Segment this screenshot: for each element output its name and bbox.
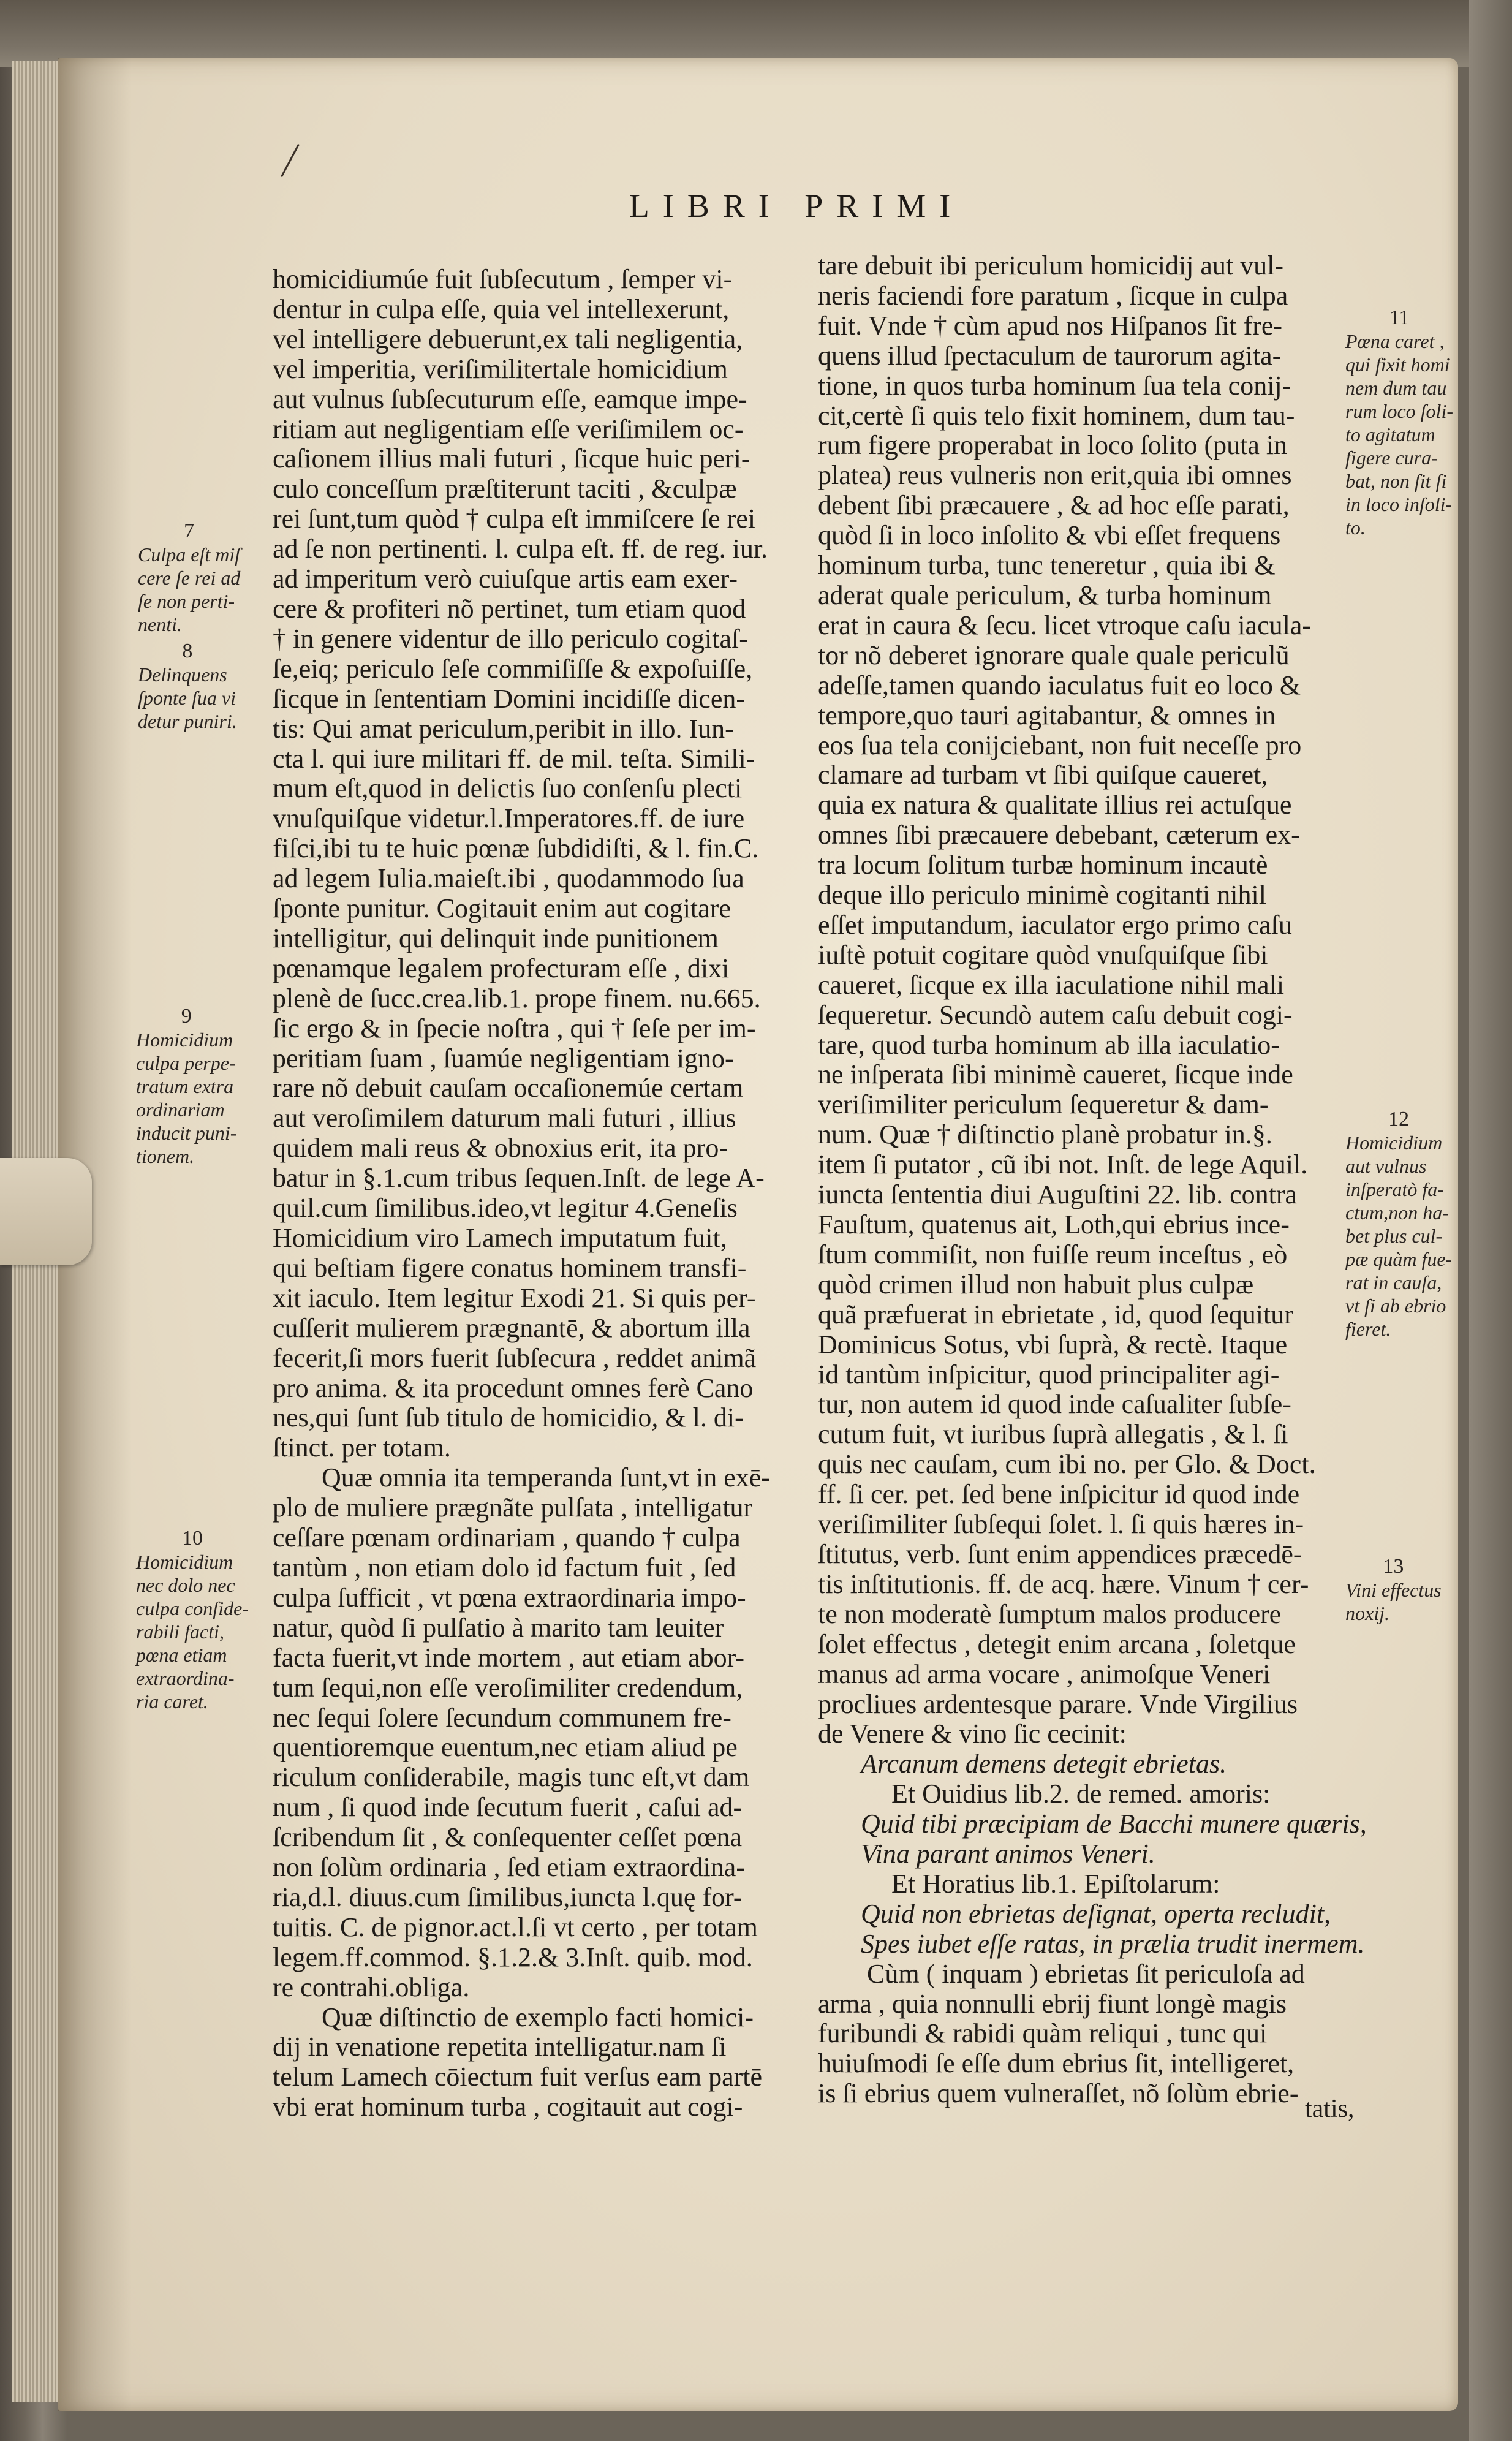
text-line: tis inſtitutionis. ff. de acq. hære. Vinum † cer- [818, 1569, 1309, 1599]
text-line: ſtitutus, verb. ſunt enim appendices præcedē- [818, 1538, 1302, 1569]
text-line: ad legem Iulia.maieſt.ibi , quodammodo ſua [273, 863, 744, 894]
text-line: iuncta ſententia diui Auguſtini 22. lib. contra [818, 1179, 1298, 1210]
text-line: dentur in culpa eſſe, quia vel intellexerunt, [273, 293, 730, 324]
text-line: re contrahi.obliga. [273, 1972, 470, 2002]
text-line: plo de muliere prægnãte pulſata , intelligatur [273, 1493, 753, 1523]
text-line: platea) reus vulneris non erit,quia ibi omnes [818, 460, 1292, 491]
text-line: id tantùm inſpicitur, quod principaliter agi- [818, 1359, 1280, 1390]
text-line: culpa ſufficit , vt pœna extraordinaria impo- [273, 1582, 746, 1613]
text-line: aderat quale periculum, & turba hominum [818, 580, 1272, 610]
page-clip-tab [0, 1158, 92, 1265]
book-board-top [0, 0, 1512, 67]
text-line: cit,certè ſi quis telo fixit hominem, dum tau- [818, 400, 1295, 431]
text-line: † in genere videntur de illo periculo cogitaſ- [273, 623, 748, 654]
note-line: extraordina- [136, 1667, 235, 1689]
margin-note-12 [1345, 1108, 1452, 1341]
note-line: Vini effectus [1345, 1579, 1442, 1601]
running-head: LIBRI PRIMI [629, 187, 964, 224]
text-line: clamare ad turbam vt ſibi quiſque caueret, [818, 760, 1268, 790]
text-line: aut vulnus ſubſecuturum eſſe, eamque impe- [273, 384, 747, 414]
note-line: Homicidium [136, 1029, 233, 1051]
text-line: tare debuit ibi periculum homicidij aut vul- [818, 251, 1284, 281]
note-line: Pœna caret , [1345, 330, 1445, 352]
text-line: ſe,eiq; periculo ſeſe commiſiſſe & expoſuiſſe, [273, 653, 753, 684]
text-line: furibundi & rabidi quàm reliqui , tunc qui [818, 2018, 1268, 2049]
text-line: quòd ſi in loco inſolito & vbi eſſet frequens [818, 520, 1281, 551]
text-line: Fauſtum, quatenus ait, Loth,qui ebrius ince- [818, 1209, 1290, 1239]
text-line: peritiam ſuam , ſuamúe negligentiam igno- [273, 1043, 734, 1073]
note-line: tratum extra [136, 1075, 234, 1097]
text-line: Cùm ( inquam ) ebrietas ſit periculoſa ad [867, 1958, 1305, 1989]
left-paragraph-3 [273, 2003, 793, 2123]
margin-note-9 [136, 1005, 236, 1168]
text-line: nec ſequi ſolere ſecundum communem fre- [273, 1702, 731, 1733]
text-line: Homicidium viro Lamech imputatum fuit, [273, 1223, 727, 1253]
text-line: caueret, ſicque ex illa iaculatione nihil mali [818, 969, 1285, 1000]
note-line: Homicidium [136, 1551, 233, 1573]
text-line: rei ſunt,tum quòd † culpa eſt immiſcere ſe rei [273, 504, 756, 534]
note-line: culpa conſide- [136, 1597, 249, 1619]
text-line: rum figere properabat in loco ſolito (puta in [818, 430, 1288, 461]
note-line: ſe non perti- [138, 590, 235, 612]
text-line: cuſſerit mulierem prægnantē, & abortum illa [273, 1312, 750, 1343]
text-line: quens illud ſpectaculum de taurorum agita- [818, 340, 1282, 371]
text-line: plenè de ſucc.crea.lib.1. prope finem. nu.665. [273, 983, 761, 1013]
text-line: arma , quia nonnulli ebrij fiunt longè magis [818, 1988, 1287, 2019]
text-line: te non moderatè ſumptum malos producere [818, 1599, 1282, 1629]
text-line: ſicque in ſententiam Domini incidiſſe dicen- [273, 683, 746, 714]
left-paragraph-2 [273, 1463, 793, 2002]
note-number: 12 [1388, 1108, 1410, 1130]
note-line: aut vulnus [1345, 1155, 1427, 1177]
text-line: ad imperitum verò cuiuſque artis eam exer- [273, 564, 738, 594]
text-line: tantùm , non etiam dolo id factum fuit , ſed [273, 1552, 736, 1583]
text-line: cere & profiteri nõ pertinet, tum etiam quod [273, 593, 746, 624]
text-line: ceſſare pœnam ordinariam , quando † culpa [273, 1523, 741, 1553]
text-line: cutum fuit, vt iuribus ſuprà allegatis , & l. ſi [818, 1419, 1288, 1450]
text-line: dij in venatione repetita intelligatur.nam ſi [273, 2032, 727, 2062]
text-line: de Venere & vino ſic cecinit: [818, 1719, 1127, 1749]
text-line: homicidiumúe fuit ſubſecutum , ſemper vi- [273, 264, 733, 294]
note-number: 8 [182, 640, 193, 662]
note-line: fieret. [1345, 1318, 1391, 1340]
verse-ovid-1: Quid tibi præcipiam de Bacchi munere quæris, [861, 1809, 1367, 1839]
text-line: item ſi putator , cũ ibi not. Inſt. de lege Aquil. [818, 1149, 1308, 1180]
text-line: iuſtè potuit cogitare quòd vnuſquiſque ſibi [818, 939, 1268, 970]
text-line: qui beſtiam figere conatus hominem transfi- [273, 1252, 747, 1283]
text-line: tra locum ſolitum turbæ hominum incautè [818, 850, 1268, 880]
margin-note-7 [138, 520, 240, 636]
text-line: erat in caura & ſecu. licet vtroque caſu iacula- [818, 610, 1312, 640]
text-line: vnuſquiſque videtur.l.Imperatores.ff. de iure [273, 803, 745, 834]
text-line: xit iaculo. Item legitur Exodi 21. Si quis per- [273, 1282, 756, 1313]
note-line: bat, non ſit ſi [1345, 470, 1447, 492]
text-line: tum ſequi,non eſſe veroſimiliter credendum, [273, 1672, 743, 1703]
text-line: Dominicus Sotus, vbi ſuprà, & rectè. Itaque [818, 1329, 1288, 1360]
text-line: ria,d.l. diuus.cum ſimilibus,iuncta l.quę for- [273, 1882, 743, 1912]
text-line: caſionem illius mali futuri , ſicque huic peri- [273, 444, 750, 474]
text-line: tempore,quo tauri agitabantur, & omnes in [818, 700, 1276, 730]
text-line: ff. ſi cer. pet. ſed bene inſpicitur id quod inde [818, 1479, 1300, 1510]
text-line: adeſſe,tamen quando iaculatus fuit eo loco & [818, 670, 1301, 700]
text-line: fiſci,ibi tu te huic pœnæ ſubdidiſti, & l. fin.C. [273, 833, 759, 864]
margin-note-11 [1345, 306, 1453, 539]
text-line: quã præfuerat in ebrietate , id, quod ſequitur [818, 1299, 1293, 1330]
left-text-column [273, 265, 793, 2122]
note-line: rum loco ſoli- [1345, 400, 1453, 422]
note-line: inſperatò fa- [1345, 1178, 1444, 1200]
note-number: 9 [181, 1005, 192, 1027]
note-line: in loco inſoli- [1345, 493, 1453, 515]
margin-note-13 [1345, 1555, 1442, 1625]
note-line: Homicidium [1345, 1132, 1443, 1154]
note-line: rabili facti, [136, 1621, 224, 1643]
note-number: 7 [184, 520, 195, 542]
text-line: ſtinct. per totam. [273, 1432, 451, 1463]
text-line: eos ſua tela conijciebant, non fuit neceſſe pro [818, 730, 1302, 760]
text-line: eſſet imputandum, iaculator ergo primo caſu [818, 909, 1292, 940]
note-line: bet plus cul- [1345, 1225, 1443, 1247]
text-line: nes,qui ſunt ſub titulo de homicidio, & l. di- [273, 1402, 744, 1433]
note-line: ctum,non ha- [1345, 1202, 1449, 1224]
text-line: quil.cum ſimilibus.ideo,vt legitur 4.Geneſis [273, 1193, 738, 1224]
text-line: fecerit,ſi mors fuerit ſubſecura , reddet animã [273, 1342, 757, 1373]
note-line: ordinariam [136, 1099, 225, 1121]
margin-note-10 [136, 1527, 249, 1713]
note-line: noxij. [1345, 1602, 1389, 1624]
horace-intro: Et Horatius lib.1. Epiſtolarum: [891, 1868, 1220, 1899]
note-number: 10 [181, 1527, 203, 1550]
text-line: Quæ omnia ita temperanda ſunt,vt in exē- [322, 1463, 770, 1493]
note-line: to agitatum [1345, 423, 1435, 445]
text-line: Quæ diſtinctio de exemplo facti homici- [322, 2002, 754, 2032]
text-line: hominum turba, tunc teneretur , quia ibi & [818, 550, 1276, 581]
text-line: quidem mali reus & obnoxius erit, ita pro- [273, 1133, 728, 1164]
text-line: intelligitur, qui delinquit inde punitionem [273, 923, 719, 953]
text-line: ne inſperata ſibi minimè caueret, ſicque inde [818, 1059, 1293, 1090]
text-line: mum eſt,quod in delictis ſuo conſenſu plecti [273, 773, 743, 804]
text-line: ſponte punitur. Cogitauit enim aut cogitare [273, 893, 731, 924]
text-line: quia ex natura & qualitate illius rei actuſque [818, 790, 1292, 820]
note-line: nem dum tau [1345, 377, 1447, 399]
margin-note-8 [138, 640, 237, 733]
book-board-right [1469, 0, 1512, 2441]
text-line: pro anima. & ita procedunt omnes ferè Cano [273, 1372, 754, 1403]
text-line: natur, quòd ſi pulſatio à marito tam leuiter [273, 1612, 724, 1643]
text-line: facta fuerit,vt inde mortem , aut etiam abor- [273, 1642, 745, 1673]
right-paragraph-1 [818, 251, 1342, 1749]
note-line: pœna etiam [136, 1644, 227, 1666]
verse-virgil: Arcanum demens detegit ebrietas. [861, 1749, 1227, 1779]
text-line: telum Lamech cōiectum fuit verſus eam partē [273, 2062, 763, 2092]
note-line: tionem. [136, 1145, 195, 1167]
note-line: rat in cauſa, [1345, 1271, 1442, 1293]
text-line: deque illo periculo minimè cogitanti nihil [818, 880, 1266, 910]
note-line: Delinquens [138, 664, 227, 686]
right-paragraph-2 [818, 1959, 1342, 2110]
note-line: pæ quàm fue- [1345, 1248, 1453, 1270]
text-line: ad ſe non pertinenti. l. culpa eſt. ff. de reg. iur. [273, 534, 768, 564]
note-line: detur puniri. [138, 710, 237, 732]
note-line: qui fixit homi [1345, 354, 1450, 376]
ovid-intro: Et Ouidius lib.2. de remed. amoris: [891, 1779, 1271, 1809]
text-line: procliues ardentesque parare. Vnde Virgilius [818, 1689, 1298, 1719]
text-line: tare, quod turba hominum ab illa iaculatio- [818, 1029, 1280, 1060]
note-line: Culpa eſt miſ [138, 543, 241, 566]
text-line: omnes ſibi præcauere debebant, cæterum ex- [818, 820, 1300, 850]
text-line: culo conceſſum præſtiterunt taciti , &culpæ [273, 474, 737, 504]
verse-ovid-2: Vina parant animos Veneri. [861, 1839, 1155, 1869]
text-line: tuitis. C. de pignor.act.l.ſi vt certo , per totam [273, 1912, 758, 1942]
text-line: rare nõ debuit cauſam occaſionemúe certam [273, 1073, 744, 1103]
left-paragraph-1 [273, 265, 793, 1463]
note-line: culpa perpe- [136, 1052, 236, 1074]
text-line: veriſimiliter periculum ſequeretur & dam- [818, 1089, 1269, 1120]
text-line: quentioremque euentum,nec etiam aliud pe [273, 1732, 738, 1763]
text-line: ſolet effectus , detegit enim arcana , ſoletque [818, 1629, 1296, 1659]
text-line: vbi erat hominum turba , cogitauit aut cogi- [273, 2092, 743, 2122]
note-number: 13 [1383, 1555, 1404, 1578]
text-line: ſcribendum ſit , & conſequenter ceſſet pœna [273, 1822, 743, 1853]
text-line: ſtum commiſit, non fuiſſe reum inceſtus , eò [818, 1239, 1288, 1270]
text-line: ſequeretur. Secundò autem caſu debuit cogi- [818, 999, 1293, 1030]
text-line: tis: Qui amat periculum,peribit in illo. Iun- [273, 713, 734, 744]
text-line: ritiam aut negligentiam eſſe veriſimilem oc- [273, 414, 744, 444]
text-line: num , ſi quod inde ſecutum fuerit , caſui ad- [273, 1792, 743, 1823]
text-line: quòd crimen illud non habuit plus culpæ [818, 1269, 1254, 1300]
text-line: cta l. qui iure militari ff. de mil. teſta. Simili- [273, 743, 755, 774]
note-line: to. [1345, 517, 1366, 539]
text-line: batur in §.1.cum tribus ſequen.Inſt. de lege A- [273, 1163, 765, 1194]
text-line: non ſolùm ordinaria , ſed etiam extraordina- [273, 1852, 745, 1883]
text-line: manus ad arma vocare , animoſque Veneri [818, 1659, 1271, 1689]
text-line: tione, in quos turba hominum ſua tela conij- [818, 370, 1291, 401]
text-line: is ſi ebrius quem vulneraſſet, nõ ſolùm ebrie- [818, 2078, 1299, 2109]
text-line: pœnamque legalem profecturam eſſe , dixi [273, 953, 730, 983]
verse-horace-2: Spes iubet eſſe ratas, in prælia trudit inermem. [861, 1928, 1365, 1959]
text-line: neris faciendi fore paratum , ſicque in culpa [818, 280, 1288, 311]
text-line: ſic ergo & in ſpecie noſtra , qui † ſeſe per im- [273, 1013, 756, 1043]
note-line: ria caret. [136, 1690, 208, 1712]
text-line: aut veroſimilem daturum mali futuri , illius [273, 1103, 736, 1133]
text-line: legem.ff.commod. §.1.2.& 3.Inſt. quib. mod. [273, 1942, 753, 1972]
text-line: vel intelligere debuerunt,ex tali negligentia, [273, 324, 743, 354]
verse-horace-1: Quid non ebrietas deſignat, operta recludit, [861, 1898, 1331, 1929]
text-line: debent ſibi præcauere , & ad hoc eſſe parati, [818, 490, 1290, 521]
note-line: figere cura- [1345, 447, 1438, 469]
note-line: cere ſe rei ad [138, 567, 241, 589]
note-line: vt ſi ab ebrio [1345, 1295, 1446, 1317]
text-line: huiuſmodi ſe eſſe dum ebrius ſit, intelligeret, [818, 2048, 1295, 2079]
catchword: tatis, [1305, 2095, 1355, 2123]
text-line: riculum conſiderabile, magis tunc eſt,vt dam [273, 1762, 750, 1793]
text-line: vel imperitia, veriſimilitertale homicidium [273, 354, 728, 384]
text-line: quis nec cauſam, cum ibi no. per Glo. & Doct. [818, 1449, 1316, 1480]
note-line: ſponte ſua vi [138, 687, 236, 709]
text-line: veriſimiliter ſubſequi ſolet. l. ſi quis hæres in- [818, 1509, 1304, 1540]
note-line: nec dolo nec [136, 1574, 235, 1596]
note-line: inducit puni- [136, 1122, 237, 1144]
text-line: tor nõ deberet ignorare quale quale periculũ [818, 640, 1290, 670]
text-line: num. Quæ † diſtinctio planè probatur in.§. [818, 1119, 1272, 1150]
text-line: tur, non autem id quod inde caſualiter ſubſe- [818, 1389, 1291, 1420]
note-number: 11 [1389, 306, 1410, 329]
text-line: fuit. Vnde † cùm apud nos Hiſpanos ſit fre- [818, 310, 1283, 341]
note-line: nenti. [138, 613, 182, 635]
